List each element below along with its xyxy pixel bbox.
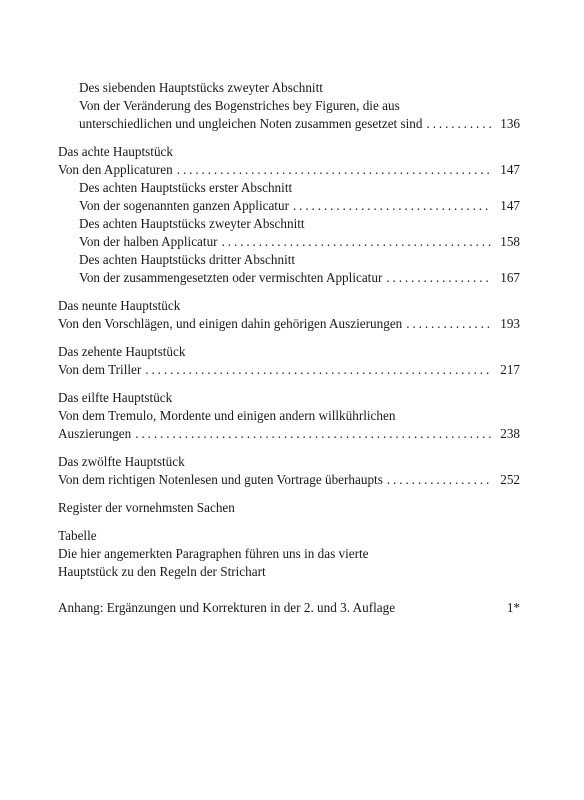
entry-title-line: Von der Veränderung des Bogenstriches bey Figuren, die aus xyxy=(79,98,400,113)
chapter-heading: Das neunte Hauptstück xyxy=(58,298,181,313)
section-heading: Des achten Hauptstücks erster Abschnitt xyxy=(79,180,293,195)
toc-tabelle xyxy=(58,527,520,581)
toc-entry xyxy=(58,197,520,215)
entry-title-line: Von dem Tremulo, Mordente und einigen andern willkührlichen xyxy=(58,408,396,423)
page-number: 167 xyxy=(500,270,520,285)
tabelle-heading: Tabelle xyxy=(58,528,97,543)
page-number: 158 xyxy=(500,234,520,249)
toc-chapter-12 xyxy=(58,453,520,489)
toc-entry xyxy=(58,425,520,443)
dot-leader xyxy=(135,425,492,443)
page-number: 217 xyxy=(500,362,520,377)
section-heading: Des achten Hauptstücks dritter Abschnitt xyxy=(79,252,296,267)
dot-leader xyxy=(293,197,492,215)
toc-chapter-10 xyxy=(58,343,520,379)
chapter-heading: Das zehente Hauptstück xyxy=(58,344,186,359)
tabelle-description: Hauptstück zu den Regeln der Strichart xyxy=(58,564,266,579)
chapter-heading: Das zwölfte Hauptstück xyxy=(58,454,185,469)
dot-leader xyxy=(145,361,492,379)
section-heading: Des siebenden Hauptstücks zweyter Abschnitt xyxy=(79,80,323,95)
dot-leader xyxy=(386,269,492,287)
dot-leader xyxy=(387,471,492,489)
toc-entry xyxy=(58,161,520,179)
page-number: 252 xyxy=(500,472,520,487)
entry-title: Von dem Triller xyxy=(58,362,142,377)
entry-title: Von der halben Applicatur xyxy=(79,234,218,249)
toc-entry xyxy=(58,269,520,287)
page-number: 1* xyxy=(506,600,520,615)
toc-entry-anhang xyxy=(58,599,520,617)
page-number: 147 xyxy=(500,162,520,177)
tabelle-description: Die hier angemerkten Paragraphen führen uns in das vierte xyxy=(58,546,369,561)
toc-entry xyxy=(58,315,520,333)
entry-title: unterschiedlichen und ungleichen Noten zusammen gesetzet sind xyxy=(79,116,423,131)
dot-leader xyxy=(406,315,492,333)
toc-chapter-8 xyxy=(58,143,520,287)
page-number: 238 xyxy=(500,426,520,441)
entry-title: Von den Applicaturen xyxy=(58,162,173,177)
toc-register xyxy=(58,499,520,517)
section-heading: Des achten Hauptstücks zweyter Abschnitt xyxy=(79,216,305,231)
toc-entry xyxy=(58,115,520,133)
register-heading: Register der vornehmsten Sachen xyxy=(58,500,235,515)
page-number: 193 xyxy=(500,316,520,331)
chapter-heading: Das achte Hauptstück xyxy=(58,144,173,159)
entry-title: Anhang: Ergänzungen und Korrekturen in der 2. und 3. Auflage xyxy=(58,600,396,615)
toc-entry xyxy=(58,361,520,379)
dot-leader xyxy=(222,233,492,251)
dot-leader xyxy=(177,161,492,179)
toc-entry xyxy=(58,233,520,251)
entry-title: Von den Vorschlägen, und einigen dahin gehörigen Auszierungen xyxy=(58,316,403,331)
toc-chapter-11 xyxy=(58,389,520,443)
entry-title: Von der sogenannten ganzen Applicatur xyxy=(79,198,289,213)
entry-title: Auszierungen xyxy=(58,426,132,441)
page-number: 147 xyxy=(500,198,520,213)
page-number: 136 xyxy=(500,116,520,131)
table-of-contents xyxy=(58,79,520,617)
entry-title: Von dem richtigen Notenlesen und guten Vortrage überhaupts xyxy=(58,472,383,487)
toc-section-7-part-2 xyxy=(58,79,520,133)
entry-title: Von der zusammengesetzten oder vermischten Applicatur xyxy=(79,270,383,285)
toc-entry xyxy=(58,471,520,489)
toc-chapter-9 xyxy=(58,297,520,333)
chapter-heading: Das eilfte Hauptstück xyxy=(58,390,173,405)
dot-leader xyxy=(427,115,493,133)
